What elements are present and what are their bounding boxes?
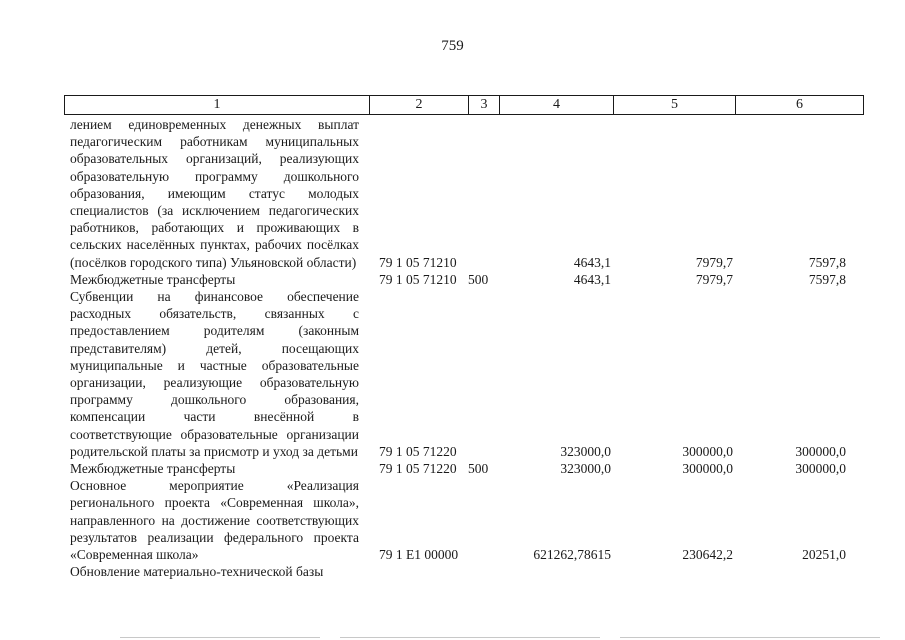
row-value-2: 7979,7 — [695, 254, 733, 270]
header-col-3: 3 — [468, 96, 499, 114]
row-value-3: 300000,0 — [795, 443, 846, 459]
header-col-6: 6 — [735, 96, 864, 114]
row-vr: 500 — [468, 461, 489, 477]
row-value-1: 621262,78615 — [533, 547, 611, 563]
row-value-3: 300000,0 — [795, 461, 846, 477]
page-number: 759 — [441, 38, 464, 54]
row-value-1: 4643,1 — [573, 271, 611, 287]
scan-artifact-line — [340, 637, 600, 638]
header-col-1: 1 — [64, 96, 369, 114]
table-header — [64, 95, 864, 115]
row-value-2: 300000,0 — [682, 443, 733, 459]
scan-artifact-line — [620, 637, 880, 638]
row-value-2: 300000,0 — [682, 461, 733, 477]
row-csr: 79 1 05 71220 — [379, 461, 457, 477]
row-value-2: 230642,2 — [682, 547, 733, 563]
header-col-4: 4 — [499, 96, 613, 114]
row-csr: 79 1 E1 00000 — [379, 547, 459, 563]
row-value-1: 323000,0 — [560, 461, 611, 477]
scan-artifact-line — [120, 637, 320, 638]
row-value-3: 7597,8 — [808, 271, 846, 287]
row-csr: 79 1 05 71210 — [379, 271, 457, 287]
row-csr: 79 1 05 71220 — [379, 443, 457, 459]
table-row — [64, 116, 864, 271]
header-col-2: 2 — [369, 96, 468, 114]
table-row — [64, 563, 864, 580]
row-name: Обновление материально-технической базы — [70, 564, 324, 580]
row-name: Межбюджетные трансферты — [70, 271, 236, 287]
row-value-1: 4643,1 — [573, 254, 611, 270]
row-value-3: 20251,0 — [802, 547, 846, 563]
row-name: Субвенции на финансовое обеспечение расходных обязательств, связанных с предоставлением родителям (законным представителям) детей, посещающих муниципальные и частные образовательные организации, реализующие образовательную программу дошкольного образования, компенсации части внесённой в соответствующие образовательные организации родительской платы за присмотр и уход за детьми — [70, 289, 359, 459]
table-row — [64, 288, 864, 460]
row-value-1: 323000,0 — [560, 443, 611, 459]
table-row — [64, 460, 864, 477]
row-value-2: 7979,7 — [695, 271, 733, 287]
row-name: лением единовременных денежных выплат педагогическим работникам муниципальных образовательных организаций, реализующих образовательную программу дошкольного образования, имеющим статус молодых специалистов (за исключением педагогических работников, работающих и проживающих в сельских населённых пунктах, рабочих посёлках (посёлков городского типа) Ульяновской области) — [70, 117, 359, 270]
row-value-3: 7597,8 — [808, 254, 846, 270]
table-row — [64, 271, 864, 288]
row-name: Межбюджетные трансферты — [70, 461, 236, 477]
budget-table — [64, 95, 864, 580]
row-name: Основное мероприятие «Реализация регионального проекта «Современная школа», направленного на достижение соответствующих результатов реализации федерального проекта «Современная школа» — [70, 478, 359, 563]
row-vr: 500 — [468, 271, 489, 287]
header-col-5: 5 — [613, 96, 735, 114]
table-body — [64, 116, 864, 580]
row-csr: 79 1 05 71210 — [379, 254, 457, 270]
table-row — [64, 477, 864, 563]
